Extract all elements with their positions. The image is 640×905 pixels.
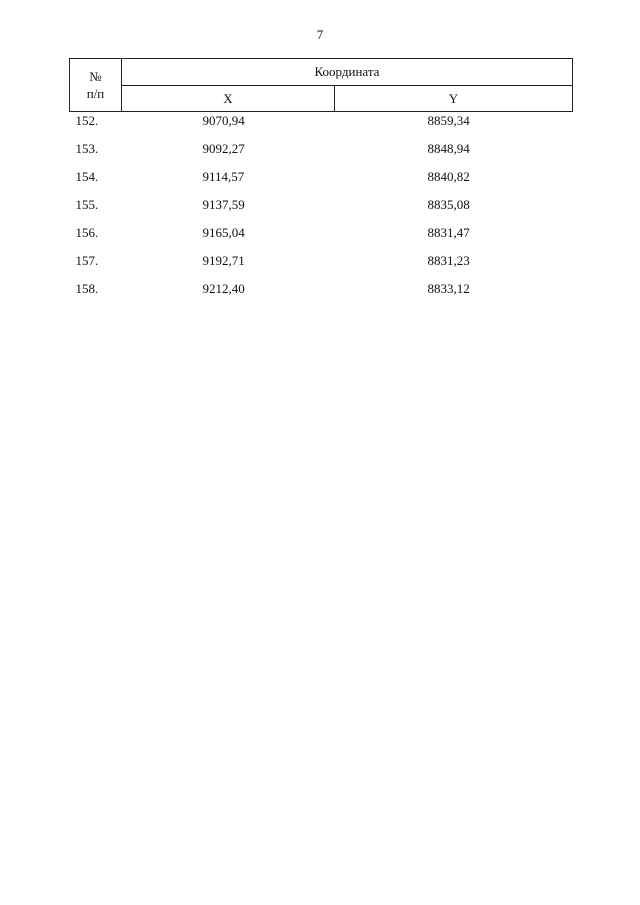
table-row: [70, 280, 573, 308]
row-y-value: 8848,94: [427, 141, 470, 156]
page-number: 7: [316, 27, 324, 42]
row-y-value: 8831,23: [427, 253, 470, 268]
table-row: [70, 140, 573, 168]
header-number: [70, 59, 122, 112]
row-x-value: 9192,71: [202, 253, 245, 268]
row-number: 152.: [75, 113, 99, 128]
table-header: [70, 59, 573, 112]
table-body: [70, 112, 573, 309]
row-number: 155.: [75, 197, 99, 212]
row-x-value: 9092,27: [202, 141, 245, 156]
row-y-value: 8831,47: [427, 225, 470, 240]
table-row: [70, 112, 573, 141]
header-coordinate: Координата: [122, 59, 573, 86]
row-number: 153.: [75, 141, 99, 156]
table-row: [70, 224, 573, 252]
row-x-value: 9070,94: [202, 113, 245, 128]
row-x-value: 9165,04: [202, 225, 245, 240]
row-y-value: 8840,82: [427, 169, 470, 184]
row-y-value: 8859,34: [427, 113, 470, 128]
row-number: 158.: [75, 281, 99, 296]
table-row: [70, 252, 573, 280]
coordinates-table: [69, 58, 573, 308]
row-x-value: 9137,59: [202, 197, 245, 212]
header-y: Y: [335, 86, 573, 112]
row-x-value: 9212,40: [202, 281, 245, 296]
header-number-symbol: №: [89, 69, 102, 84]
header-number-abbrev: п/п: [86, 86, 105, 101]
row-number: 156.: [75, 225, 99, 240]
header-x: X: [122, 86, 335, 112]
row-y-value: 8833,12: [427, 281, 470, 296]
row-number: 154.: [75, 169, 99, 184]
row-y-value: 8835,08: [427, 197, 470, 212]
row-number: 157.: [75, 253, 99, 268]
table-row: [70, 196, 573, 224]
row-x-value: 9114,57: [202, 169, 245, 184]
table-row: [70, 168, 573, 196]
